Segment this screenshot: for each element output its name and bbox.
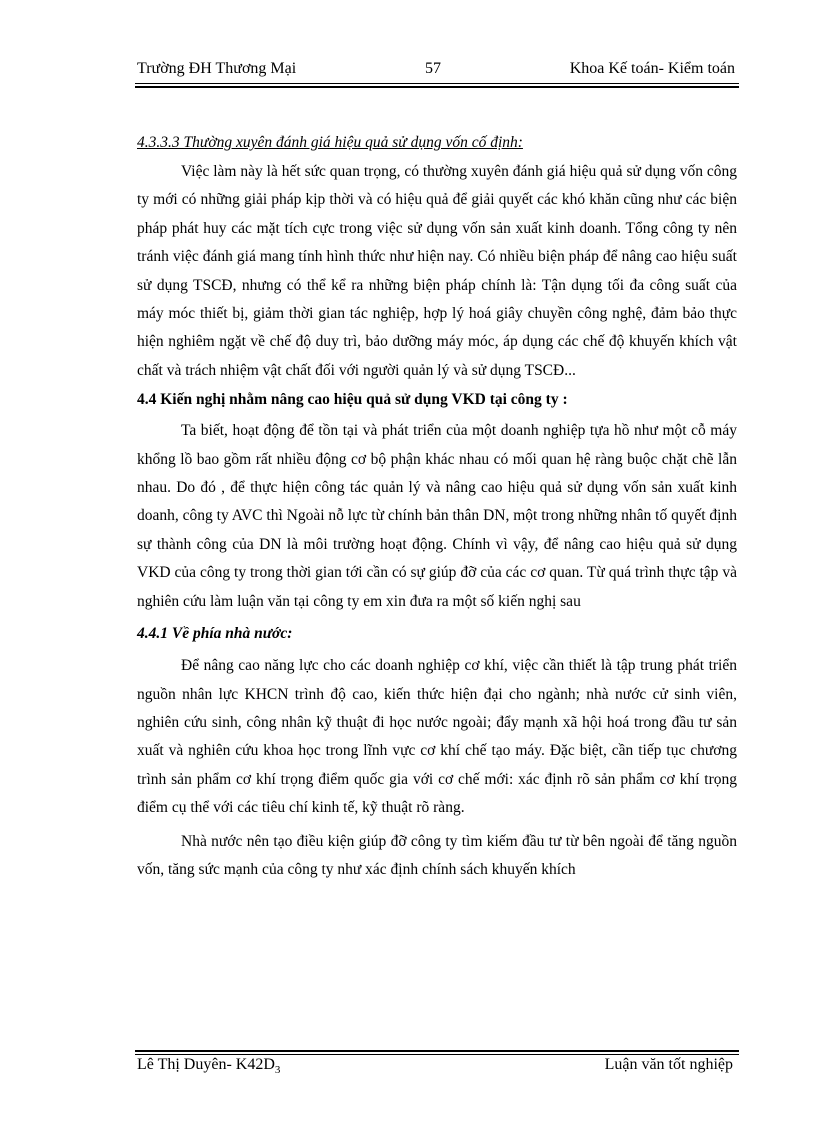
- paragraph-4333: Việc làm này là hết sức quan trọng, có thường xuyên đánh giá hiệu quả sử dụng vốn công ty mới có những giải pháp kịp thời và có hiệu quả để giải quyết các khó khăn cũng như các biện pháp phát huy các mặt tích cực trong việc sử dụng vốn sản xuất kinh doanh. Tổng công ty nên tránh việc đánh giá mang tính hình thức như hiện nay. Có nhiều biện pháp để nâng cao hiệu suất sử dụng TSCĐ, nhưng có thể kể ra những biện pháp chính là: Tận dụng tối đa công suất của máy móc thiết bị, giảm thời gian tác nghiệp, hợp lý hoá giây chuyền công nghệ, đảm bảo thực hiện nghiêm ngặt về chế độ duy trì, bảo dưỡng máy móc, áp dụng các chế độ khuyến khích vật chất và trách nhiệm vật chất đối với người quản lý và sử dụng TSCĐ...: [137, 163, 737, 379]
- section-title-44: 4.4 Kiến nghị nhằm nâng cao hiệu quả sử dụng VKD tại công ty :: [137, 391, 568, 409]
- paragraph-441-2: Nhà nước nên tạo điều kiện giúp đỡ công ty tìm kiếm đầu tư từ bên ngoài để tăng nguồn vốn, tăng sức mạnh của công ty như xác định chính sách khuyến khích: [137, 832, 737, 878]
- footer-author-subscript: 3: [274, 1064, 281, 1077]
- page-body: [137, 128, 737, 884]
- footer-rule-thin: [135, 1054, 739, 1055]
- paragraph-44: Ta biết, hoạt động để tồn tại và phát triển của một doanh nghiệp tựa hồ như một cỗ máy khổng lồ bao gồm rất nhiều động cơ bộ phận khác nhau có mối quan hệ ràng buộc chặt chẽ lẫn nhau. Do đó , để thực hiện công tác quản lý và nâng cao hiệu quả sử dụng vốn sản xuất kinh doanh, công ty AVC thì Ngoài nỗ lực từ chính bản thân DN, một trong những nhân tố quyết định sự thành công của DN là môi trường hoạt động. Chính vì vậy, để nâng cao hiệu quả sử dụng VKD của công ty trong thời gian tới cần có sự giúp đỡ của các cơ quan. Từ quá trình thực tập và nghiên cứu làm luận văn tại công ty em xin đưa ra một số kiến nghị sau: [137, 422, 737, 610]
- header-faculty: Khoa Kế toán- Kiểm toán: [569, 60, 735, 77]
- footer-author-name: Lê Thị Duyên- K42D: [137, 1056, 275, 1073]
- header-rule-thin: [135, 83, 739, 84]
- header-page-number: 57: [425, 60, 441, 77]
- paragraph-441-1: Để nâng cao năng lực cho các doanh nghiệp cơ khí, việc cần thiết là tập trung phát triển nguồn nhân lực KHCN trình độ cao, kiến thức hiện đại cho ngành; nhà nước cử sinh viên, nghiên cứu sinh, công nhân kỹ thuật đi học nước ngoài; đẩy mạnh xã hội hoá trong đầu tư sản xuất và nghiên cứu khoa học trong lĩnh vực cơ khí chế tạo máy. Đặc biệt, cần tiếp tục chương trình sản phẩm cơ khí trọng điểm quốc gia với cơ chế mới: xác định rõ sản phẩm cơ khí trọng điểm cụ thể với các tiêu chí kinh tế, kỹ thuật rõ ràng.: [137, 657, 737, 817]
- header-school: Trường ĐH Thương Mại: [137, 60, 297, 77]
- footer-author: [137, 1056, 280, 1076]
- header-rule-thick: [135, 86, 739, 88]
- footer-doc-type: Luận văn tốt nghiệp: [604, 1056, 733, 1073]
- page-footer: [137, 1056, 737, 1080]
- footer-rule-thick: [135, 1050, 739, 1052]
- section-title-441: 4.4.1 Về phía nhà nước:: [137, 625, 293, 643]
- subsection-title-4333: 4.3.3.3 Thường xuyên đánh giá hiệu quả sử dụng vốn cố định:: [137, 134, 523, 151]
- page-header: [137, 60, 737, 84]
